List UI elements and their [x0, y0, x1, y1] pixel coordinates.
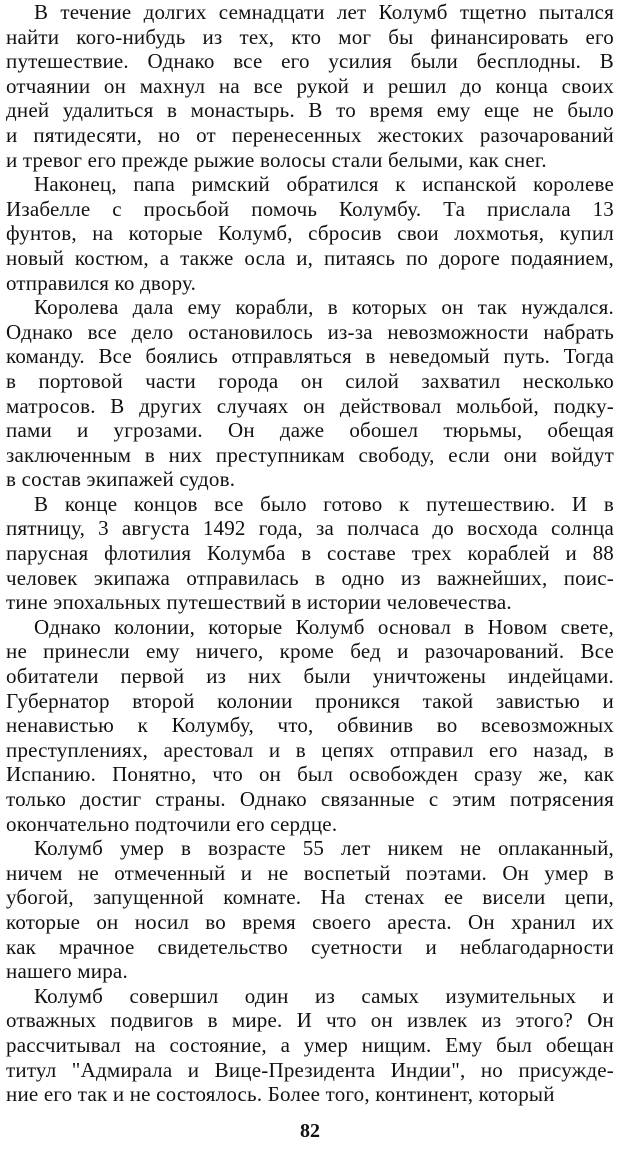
- text-line: в состав экипажей судов.: [6, 467, 236, 492]
- text-line: Изабелле с просьбой помочь Колумбу. Та прислала 13: [6, 196, 614, 221]
- text-line: обитатели первой из них были уничтожены индейцами.: [6, 664, 614, 689]
- text-line: ние его так и не состоялось. Более того, континент, который: [6, 1082, 555, 1107]
- text-line: Наконец, папа римский обратился к испанской королеве: [34, 172, 614, 197]
- text-line: Королева дала ему корабли, в которых он так нуждался.: [34, 295, 614, 320]
- text-line: рассчитывал на состояние, а умер нищим. Ему был обещан: [6, 1032, 614, 1057]
- paragraph: [6, 984, 614, 1107]
- text-line: путешествие. Однако все его усилия были бесплодны. В: [6, 49, 614, 74]
- text-line: отчаянии он махнул на все рукой и решил до конца своих: [6, 73, 614, 98]
- text-line: как мрачное свидетельство суетности и неблагодарности: [6, 934, 614, 959]
- text-line: только достиг страны. Однако связанные с этим потрясения: [6, 787, 614, 811]
- paragraph: [6, 172, 614, 295]
- text-line: парусная флотилия Колумба в составе трех кораблей и 88: [6, 541, 614, 566]
- text-line: которые он носил во время своего ареста. Он хранил их: [6, 909, 614, 934]
- text-line: не принесли ему ничего, кроме бед и разочарований. Все: [6, 639, 614, 664]
- text-line: Однако колонии, которые Колумб основал в Новом свете,: [34, 614, 614, 639]
- text-line: человек экипажа отправилась в одно из важнейших, поис-: [6, 565, 614, 590]
- text-line: убогой, запущенной комнате. На стенах ее висели цепи,: [6, 885, 614, 910]
- paragraph: [6, 615, 614, 836]
- text-line: преступлениях, арестовал и в цепях отправил его назад, в: [6, 737, 614, 762]
- text-line: и пятидесяти, но от перенесенных жестоких разочарований: [6, 122, 614, 147]
- text-line: окончательно подточили его сердце.: [6, 811, 338, 836]
- paragraph: [6, 295, 614, 492]
- paragraph: [6, 836, 614, 984]
- text-line: Колумб умер в возрасте 55 лет никем не оплаканный,: [34, 836, 614, 861]
- text-line: отправился ко двору.: [6, 270, 197, 295]
- page-number: 82: [300, 1120, 320, 1142]
- text-line: титул "Адмирала и Вице-Президента Индии", но присужде-: [6, 1057, 614, 1082]
- text-line: Колумб совершил один из самых изумительных и: [34, 983, 614, 1008]
- text-line: заключенным в них преступникам свободу, если они войдут: [6, 442, 614, 467]
- text-line: новый костюм, а также осла и, питаясь по дороге подаянием,: [6, 245, 614, 270]
- text-line: Испанию. Понятно, что он был освобожден сразу же, как: [6, 762, 614, 787]
- text-line: отважных подвигов в мире. И что он извлек из этого? Он: [6, 1008, 614, 1033]
- paragraph: [6, 492, 614, 615]
- text-line: команду. Все боялись отправляться в неведомый путь. Тогда: [6, 344, 614, 369]
- text-line: В конце концов все было готово к путешествию. И в: [34, 491, 614, 516]
- paragraph: [6, 0, 614, 172]
- text-line: тине эпохальных путешествий в истории человечества.: [6, 590, 512, 615]
- text-line: нашего мира.: [6, 959, 128, 984]
- text-line: в портовой части города он силой захватил несколько: [6, 368, 614, 393]
- text-line: Однако все дело остановилось из-за невозможности набрать: [6, 319, 614, 344]
- text-line: Губернатор второй колонии проникся такой завистью и: [6, 688, 614, 713]
- text-line: фунтов, на которые Колумб, сбросив свои лохмотья, купил: [6, 221, 614, 246]
- text-line: и тревог его прежде рыжие волосы стали белыми, как снег.: [6, 147, 547, 172]
- text-line: пятницу, 3 августа 1492 года, за полчаса до восхода солнца: [6, 516, 614, 541]
- text-line: ненавистью к Колумбу, что, обвинив во всевозможных: [6, 713, 614, 738]
- text-line: В течение долгих семнадцати лет Колумб тщетно пытался: [34, 0, 614, 24]
- text-line: дней удалиться в монастырь. В то время ему еще не было: [6, 98, 614, 123]
- text-line: матросов. В других случаях он действовал мольбой, подку-: [6, 393, 614, 418]
- text-line: найти кого-нибудь из тех, кто мог бы финансировать его: [6, 24, 614, 49]
- text-line: пами и угрозами. Он даже обошел тюрьмы, обещая: [6, 418, 614, 443]
- book-page-text: [6, 0, 614, 1107]
- text-line: ничем не отмеченный и не воспетый поэтами. Он умер в: [6, 860, 614, 885]
